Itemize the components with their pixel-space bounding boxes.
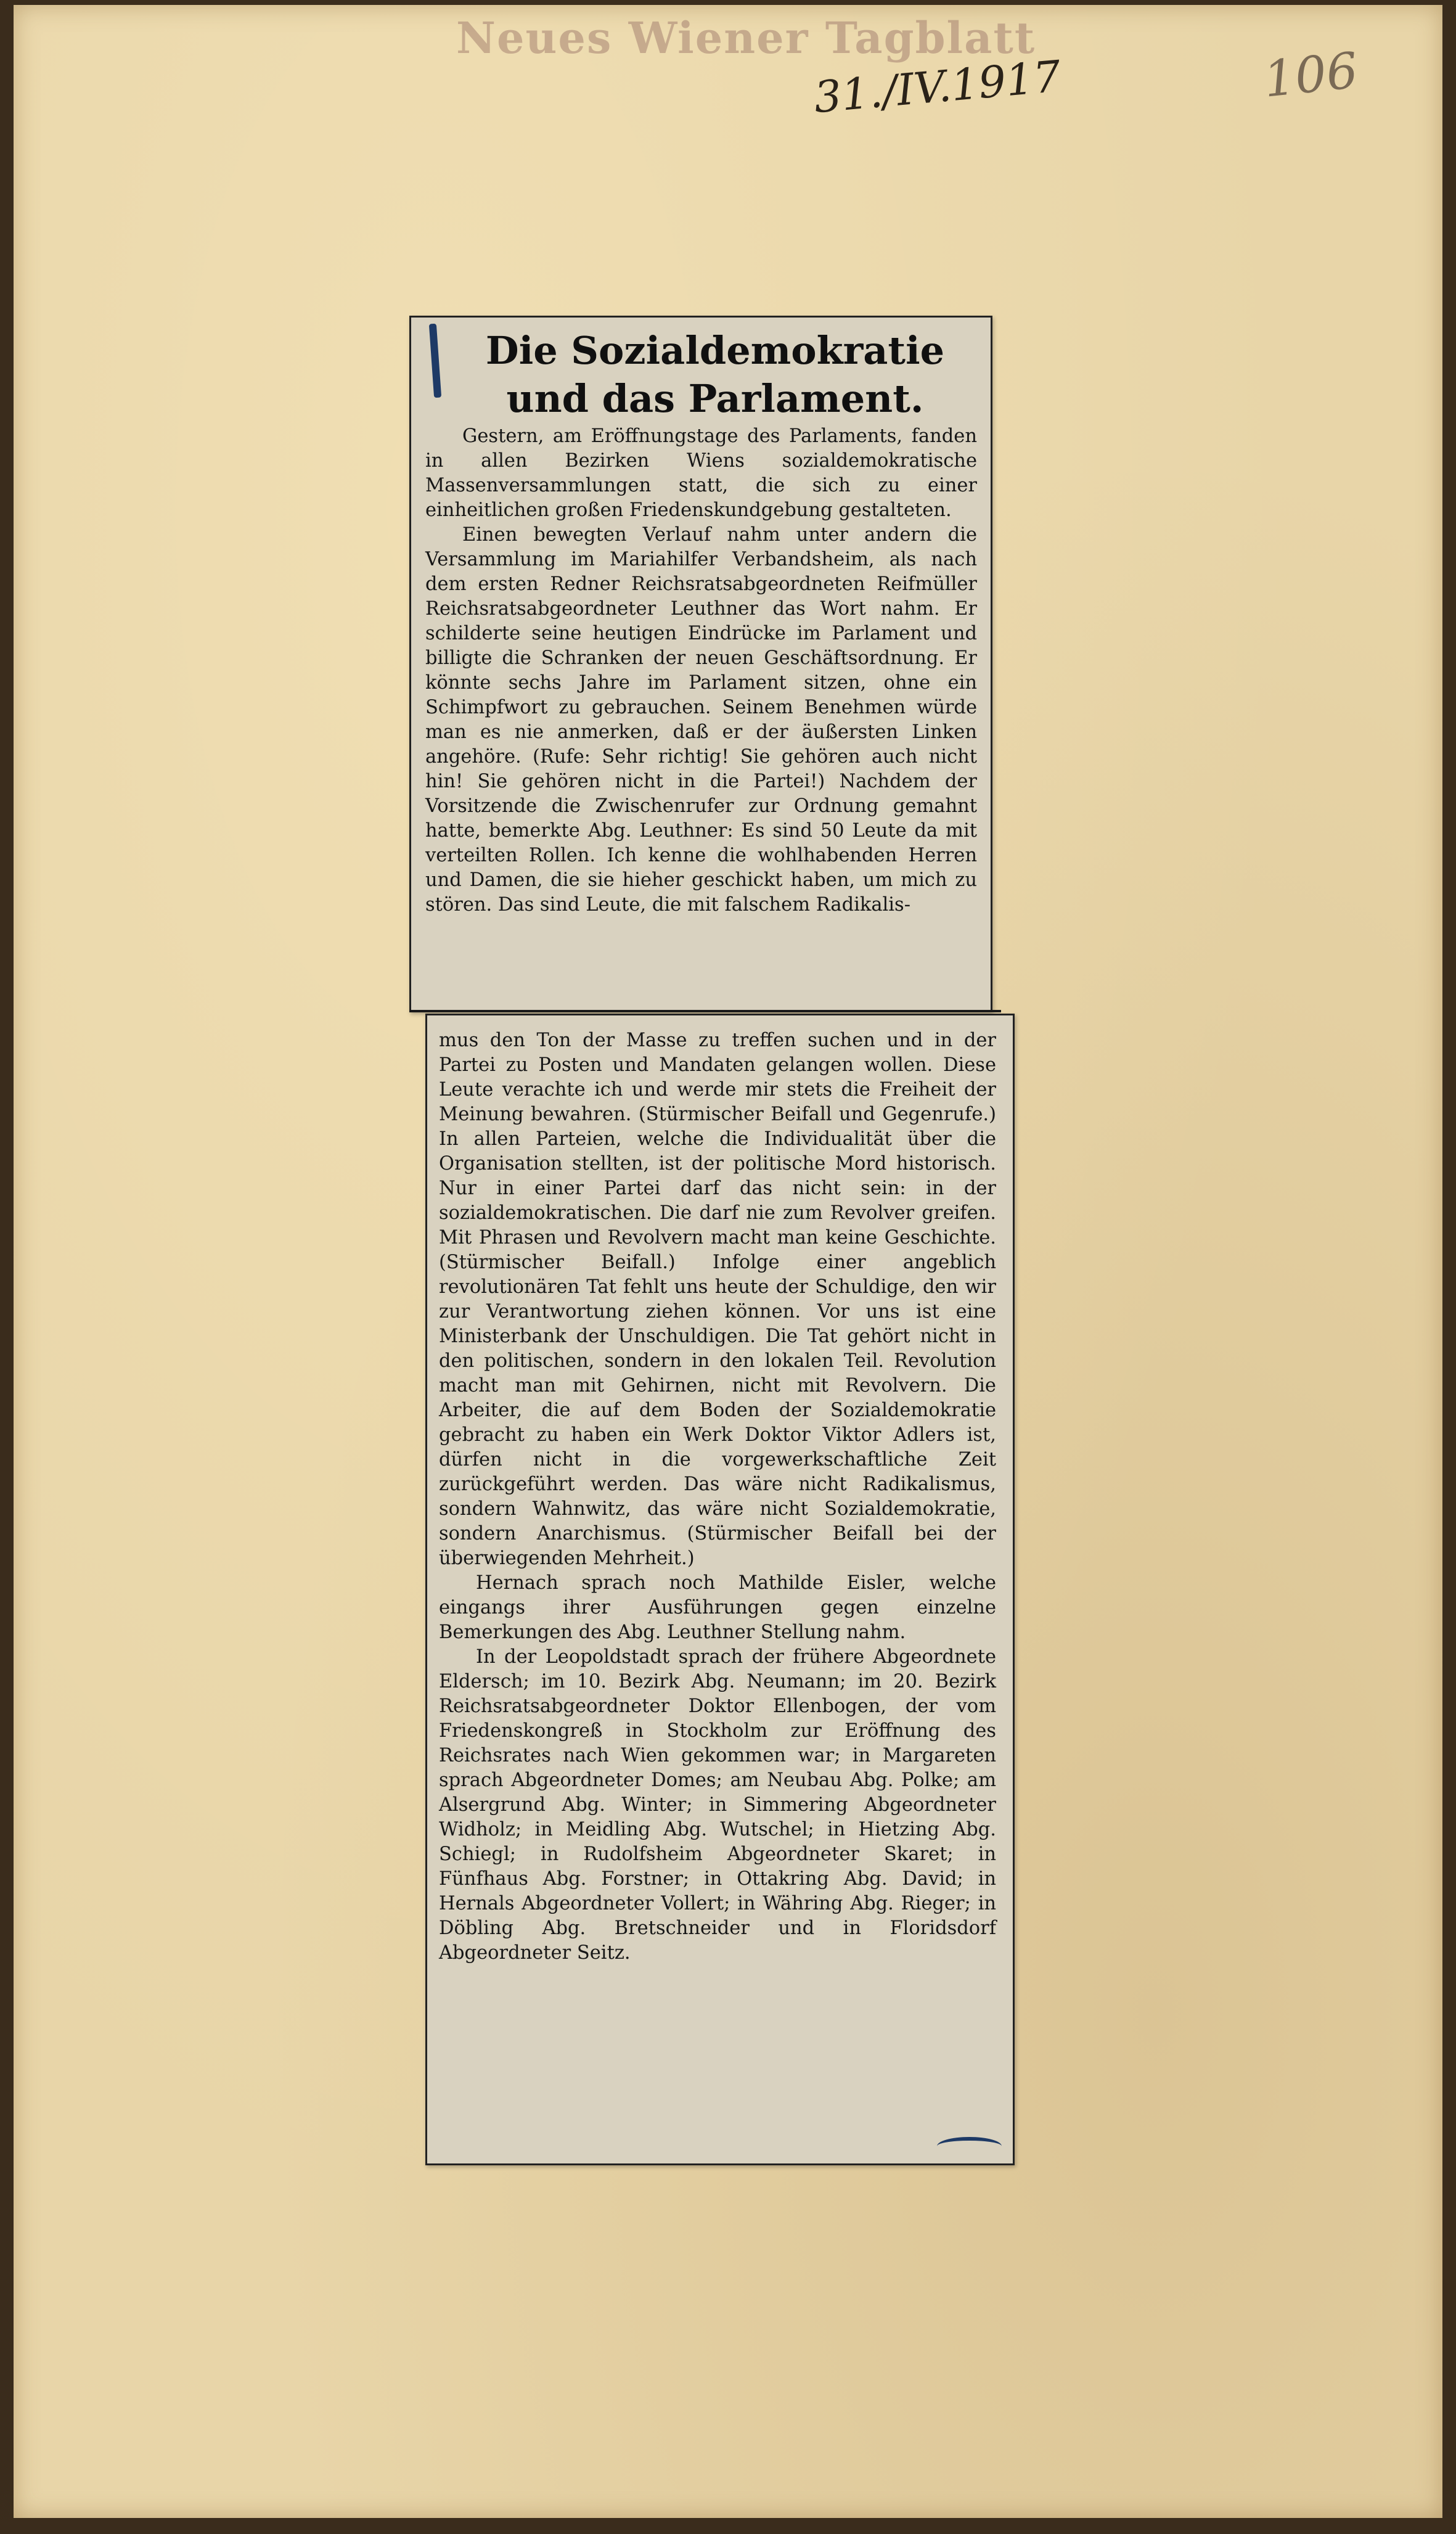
blue-pencil-curve (937, 2137, 1002, 2155)
paragraph: mus den Ton der Masse zu treffen suchen und in der Partei zu Posten und Mandaten gelangen wollen. Diese Leute verachte ich und werde mir stets die Freiheit der Meinung bewahren. (Stürmischer Beifall und Gegenrufe.) In allen Parteien, welche die Individualität über die Organisation stellten, ist der politische Mord historisch. Nur in einer Partei darf das nicht sein: in der sozialdemokratischen. Die darf nie zum Revolver greifen. Mit Phrasen und Revolvern macht man keine Geschichte. (Stürmischer Beifall.) Infolge einer angeblich revolutionären Tat fehlt uns heute der Schuldige, den wir zur Verantwortung ziehen können. Vor uns ist eine Ministerbank der Unschuldigen. Die Tat gehört nicht in den politischen, sondern in den lokalen Teil. Revolution macht man mit Gehirnen, nicht mit Revolvern. Die Arbeiter, die auf dem Boden der Sozialdemokratie gebracht zu haben ein Werk Doktor Viktor Adlers ist, dürfen nicht in die vorgewerkschaftliche Zeit zurückgeführt werden. Das wäre nicht Radikalismus, sondern Wahnwitz, das wäre nicht Sozialdemokratie, sondern Anarchismus. (Stürmischer Beifall bei der überwiegenden Mehrheit.) (439, 1030, 996, 1569)
handwritten-date: 31./IV.1917 (812, 51, 1063, 123)
paragraph: Einen bewegten Verlauf nahm unter andern die Versammlung im Mariahilfer Verbandsheim, als nach dem ersten Redner Reichsratsabgeordneten Reifmüller Reichsratsabgeordneter Leuthner das Wort nahm. Er schilderte seine heutigen Eindrücke im Parlament und billigte die Schranken der neuen Geschäftsordnung. Er könnte sechs Jahre im Parlament sitzen, ohne ein Schimpfwort zu gebrauchen. Seinem Benehmen würde man es nie anmerken, daß er der äußersten Linken angehöre. (Rufe: Sehr richtig! Sie gehören auch nicht hin! Sie gehören nicht in die Partei!) Nachdem der Vorsitzende die Zwischenrufer zur Ordnung gemahnt hatte, bemerkte Abg. Leuthner: Es sind 50 Leute da mit verteilten Rollen. Ich kenne die wohlhabenden Herren und Damen, die sie hieher geschickt haben, um mich zu stören. Das sind Leute, die mit falschem Radikalis- (425, 524, 977, 916)
column-divider (409, 1010, 1001, 1012)
paragraph: In der Leopoldstadt sprach der frühere Abgeordnete Eldersch; im 10. Bezirk Abg. Neumann; im 20. Bezirk Reichsratsabgeordneter Doktor Ellenbogen, der vom Friedenskongreß in Stockholm zur Eröffnung des Reichsrates nach Wien gekommen war; in Margareten sprach Abgeordneter Domes; am Neubau Abg. Polke; am Alsergrund Abg. Winter; in Simmering Abgeordneter Widholz; in Meidling Abg. Wutschel; in Hietzing Abg. Schiegl; in Rudolfsheim Abgeordneter Skaret; in Fünfhaus Abg. Forstner; in Ottakring Abg. David; in Hernals Abgeordneter Vollert; in Währing Abg. Rieger; in Döbling Abg. Bretschneider und in Floridsdorf Abgeordneter Seitz. (439, 1646, 996, 1964)
paragraph: Hernach sprach noch Mathilde Eisler, welche eingangs ihrer Ausführungen gegen einzelne Bemerkungen des Abg. Leuthner Stellung nahm. (439, 1572, 996, 1643)
handwritten-page-number: 106 (1261, 41, 1361, 109)
article-title: Die Sozialdemokratie und das Parlament. (485, 328, 945, 421)
article-column-1 (425, 424, 977, 917)
paragraph: Gestern, am Eröffnungstage des Parlaments, fanden in allen Bezirken Wiens sozialdemokratische Massenversammlungen statt, die sich zu einer einheitlichen großen Friedenskundgebung gestalteten. (425, 425, 977, 521)
article-column-2 (439, 1028, 996, 1966)
newspaper-stamp: Neues Wiener Tagblatt (456, 12, 1036, 64)
